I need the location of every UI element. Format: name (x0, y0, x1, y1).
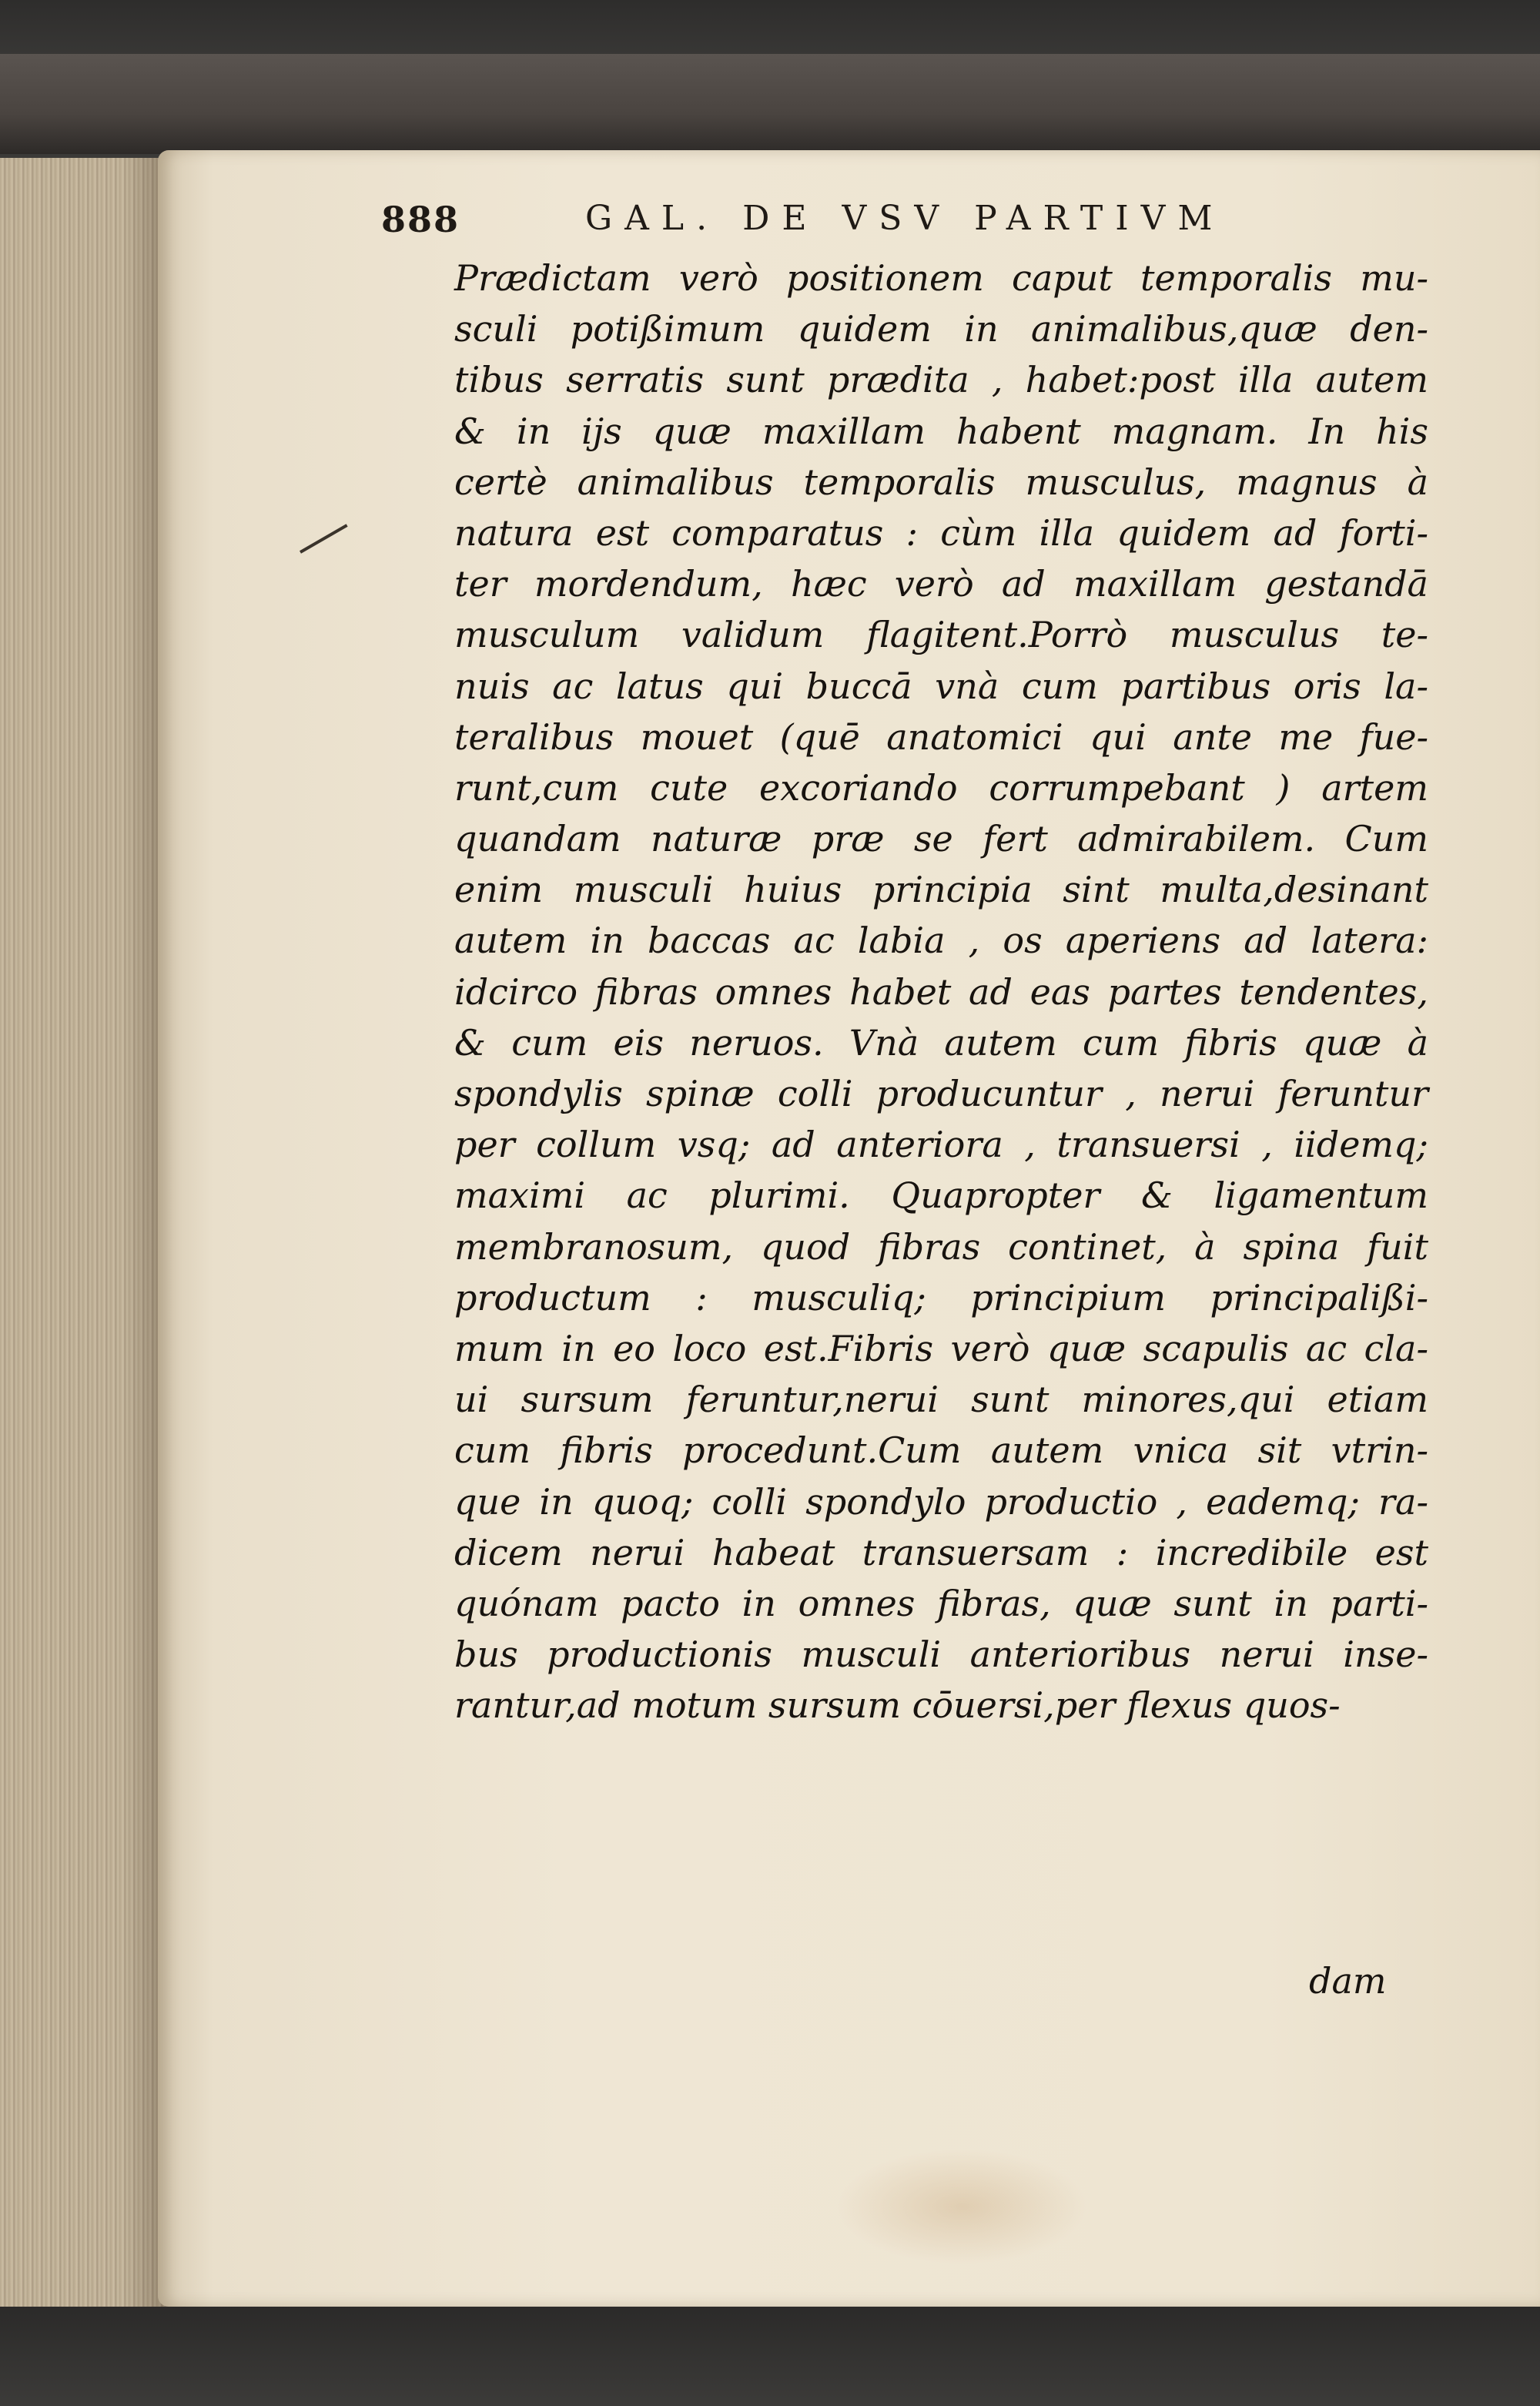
text-line: maximi ac plurimi. Quapropter & ligamentum (454, 1175, 1428, 1217)
text-line: spondylis spinæ colli producuntur , nerui feruntur (454, 1073, 1428, 1114)
text-line: bus productionis musculi anterioribus nerui inse- (454, 1634, 1428, 1676)
text-line: & in ijs quæ maxillam habent magnam. In his (454, 410, 1428, 452)
text-line: per collum vsq; ad anteriora , transuersi , iidemq; (454, 1124, 1428, 1166)
text-line: cum fibris procedunt.Cum autem vnica sit vtrin- (454, 1429, 1428, 1472)
text-line: que in quoq; colli spondylo productio , eademq; ra- (454, 1480, 1428, 1523)
catchword: dam (1309, 1960, 1387, 2002)
text-line: certè animalibus temporalis musculus, magnus à (454, 461, 1428, 503)
text-line: ter mordendum, hæc verò ad maxillam gestandā (454, 563, 1428, 605)
text-line: runt,cum cute excoriando corrumpebant ) artem (454, 766, 1428, 809)
book-cover-top (0, 54, 1540, 154)
text-line: Prædictam verò positionem caput temporalis mu- (454, 257, 1428, 299)
page-stain (835, 2149, 1090, 2264)
text-line: rantur,ad motum sursum cōuersi,per flexus quos- (454, 1684, 1341, 1727)
running-head: GAL. DE VSV PARTIVM (585, 199, 1225, 238)
text-line: nuis ac latus qui buccā vnà cum partibus oris la- (454, 665, 1428, 707)
text-line: & cum eis neruos. Vnà autem cum fibris quæ à (454, 1021, 1428, 1064)
book-cover-bottom (0, 2299, 1540, 2406)
text-line: enim musculi huius principia sint multa,desinant (454, 869, 1428, 911)
page-number: 888 (381, 199, 460, 240)
text-line: membranosum, quod fibras continet, à spina fuit (454, 1225, 1428, 1268)
body-text (454, 253, 1428, 1731)
text-line: natura est comparatus : cùm illa quidem ad forti- (454, 511, 1428, 554)
text-line: musculum validum flagitent.Porrò musculus te- (454, 614, 1428, 656)
text-line: quónam pacto in omnes fibras, quæ sunt in parti- (454, 1582, 1428, 1624)
text-line: ui sursum feruntur,nerui sunt minores,qui etiam (454, 1379, 1428, 1421)
text-line: mum in eo loco est.Fibris verò quæ scapulis ac cla- (454, 1327, 1428, 1369)
text-line: tibus serratis sunt prædita , habet:post illa autem (454, 359, 1428, 401)
text-line: dicem nerui habeat transuersam : incredibile est (454, 1531, 1428, 1573)
text-line: quandam naturæ præ se fert admirabilem. Cum (454, 818, 1428, 860)
text-line: teralibus mouet (quē anatomici qui ante me fue- (454, 715, 1428, 758)
text-line: autem in baccas ac labia , os aperiens ad latera: (454, 920, 1428, 962)
text-line: productum : musculiq; principium principalißi- (454, 1276, 1428, 1319)
text-line: sculi potißimum quidem in animalibus,quæ den- (454, 308, 1428, 350)
text-line: idcirco fibras omnes habet ad eas partes tendentes, (454, 970, 1428, 1013)
